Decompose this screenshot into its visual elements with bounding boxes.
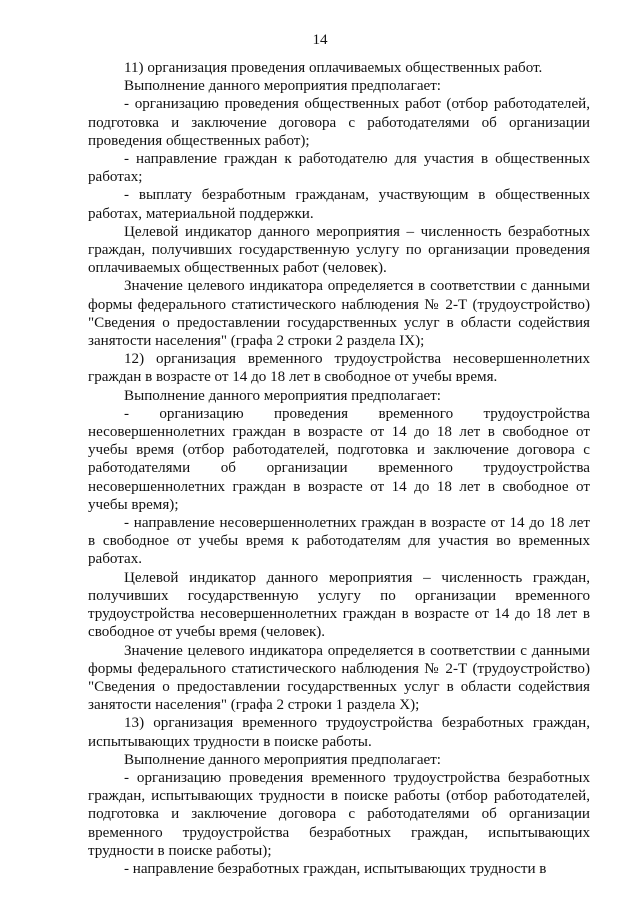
paragraph-activity-intro: Выполнение данного мероприятия предполагает:	[124, 78, 442, 95]
paragraph-bullet: - выплату безработным гражданам, участвующим в общественных работах, материальной поддержки.	[88, 187, 590, 222]
document-body	[88, 59, 590, 878]
paragraph-bullet: - организацию проведения временного трудоустройства несовершеннолетних граждан в возрасте от 14 до 18 лет в свободное от учебы время (отбор работодателей, подготовка и заключение договора с работодателями об организации временного трудоустройства несовершеннолетних граждан в возрасте от 14 до 18 лет в свободное от учебы время);	[88, 405, 590, 513]
paragraph-target-indicator: Целевой индикатор данного мероприятия – численность граждан, получивших государственную услугу по организации временного трудоустройства несовершеннолетних граждан в возрасте от 14 до 18 лет в свободное от учебы время (человек).	[88, 569, 590, 641]
page-number: 14	[312, 32, 328, 48]
paragraph-target-indicator: Целевой индикатор данного мероприятия – численность безработных граждан, получивших государственную услугу по организации проведения оплачиваемых общественных работ (человек).	[88, 223, 590, 277]
paragraph-bullet: - организацию проведения временного трудоустройства безработных граждан, испытывающих трудности в поиске работы (отбор работодателей, подготовка и заключение договора с работодателями об организации временного трудоустройства безработных граждан, испытывающих трудности в поиске работы);	[88, 769, 590, 859]
paragraph-bullet: - направление безработных граждан, испытывающих трудности в	[124, 860, 547, 877]
paragraph-activity-intro: Выполнение данного мероприятия предполагает:	[124, 387, 442, 404]
paragraph-item-11-title: 11) организация проведения оплачиваемых общественных работ.	[124, 60, 543, 76]
paragraph-bullet: - направление граждан к работодателю для участия в общественных работах;	[88, 151, 590, 186]
paragraph-activity-intro: Выполнение данного мероприятия предполагает:	[124, 751, 442, 768]
paragraph-indicator-value: Значение целевого индикатора определяется в соответствии с данными формы федерального статистического наблюдения № 2-Т (трудоустройство) "Сведения о предоставлении государственных услуг в области содействия занятости населения" (графа 2 строки 1 раздела X);	[88, 642, 590, 714]
paragraph-item-13-title: 13) организация временного трудоустройства безработных граждан, испытывающих трудности в поиске работы.	[88, 715, 590, 750]
paragraph-bullet: - организацию проведения общественных работ (отбор работодателей, подготовка и заключение договора с работодателями об организации проведения общественных работ);	[88, 96, 590, 149]
paragraph-item-12-title: 12) организация временного трудоустройства несовершеннолетних граждан в возрасте от 14 до 18 лет в свободное от учебы время.	[88, 351, 590, 386]
paragraph-bullet: - направление несовершеннолетних граждан в возрасте от 14 до 18 лет в свободное от учебы время к работодателям для участия во временных работах.	[88, 515, 590, 568]
paragraph-indicator-value: Значение целевого индикатора определяется в соответствии с данными формы федерального статистического наблюдения № 2-Т (трудоустройство) "Сведения о предоставлении государственных услуг в области содействия занятости населения" (графа 2 строки 2 раздела IX);	[88, 278, 590, 350]
